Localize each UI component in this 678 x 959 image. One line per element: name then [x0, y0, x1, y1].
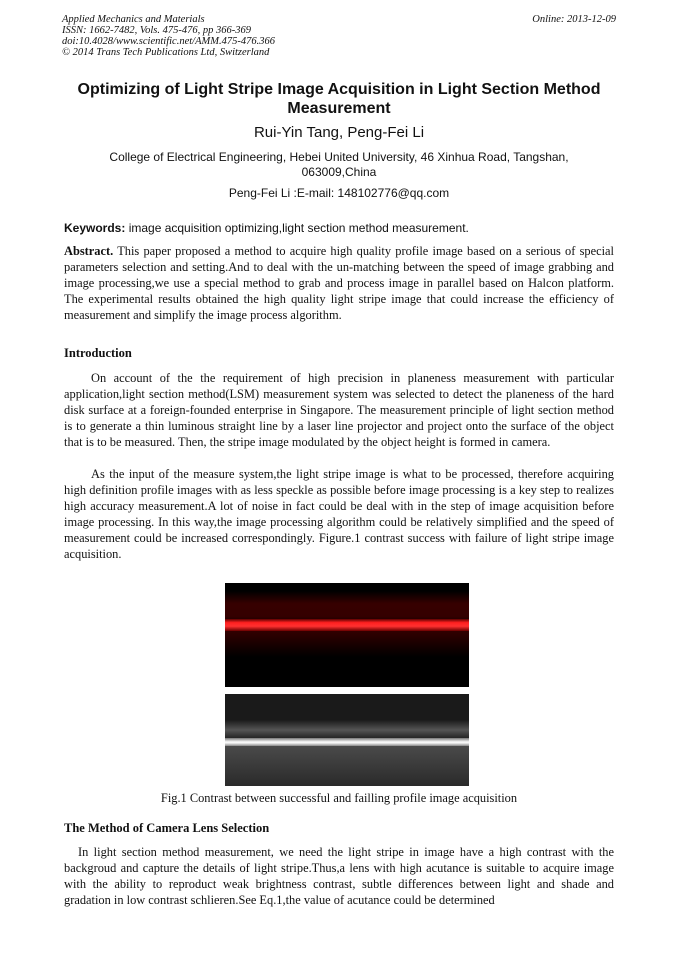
abstract — [64, 244, 614, 324]
keywords — [64, 221, 616, 235]
keywords-text: image acquisition optimizing,light section method measurement. — [125, 221, 469, 235]
authors: Rui-Yin Tang, Peng-Fei Li — [253, 124, 425, 141]
figure-success-red-stripe — [225, 583, 469, 687]
abstract-text: This paper proposed a method to acquire high quality profile image based on a serious of special parameters selection and setting.And to deal with the un-matching between the speed of image grabbing and image processing,we use a special method to grab and process image in parallel based on Halcon platform. The experimental results obtained the high quality light stripe image that could increase the efficiency of measurement and simplify the image process algorithm. — [64, 244, 614, 322]
paper-title: Optimizing of Light Stripe Image Acquisition in Light Section Method Measurement — [77, 81, 601, 117]
introduction-paragraph-1: On account of the the requirement of high precision in planeness measurement with particular application,light section method(LSM) measurement system was selected to detect the planeness of the hard disk surface at a foreign-founded enterprise in Singapore. The measurement principle of light section method is to generate a thin luminous straight line by a laser line projector and project onto the surface of the object that is to be measured. Then, the stripe image modulated by the object height is formed in camera. — [64, 371, 614, 449]
affiliation: College of Electrical Engineering, Hebei United University, 46 Xinhua Road, Tangshan, 063009,China — [109, 150, 569, 179]
copyright-line: © 2014 Trans Tech Publications Ltd, Switzerland — [62, 47, 270, 58]
online-date: Online: 2013-12-09 — [532, 14, 616, 25]
figure-failure-gray-stripe — [225, 694, 469, 786]
introduction-heading: Introduction — [64, 346, 132, 360]
email-line: Peng-Fei Li :E-mail: 148102776@qq.com — [228, 186, 450, 200]
keywords-label: Keywords: — [64, 221, 126, 235]
abstract-label: Abstract. — [64, 244, 114, 258]
journal-header — [62, 14, 616, 58]
doi-line: doi:10.4028/www.scientific.net/AMM.475-476.366 — [62, 36, 275, 47]
journal-name: Applied Mechanics and Materials — [62, 14, 205, 25]
method-heading: The Method of Camera Lens Selection — [64, 821, 270, 835]
introduction-paragraph-2: As the input of the measure system,the light stripe image is what to be processed, therefore acquiring high definition profile images with as less speckle as possible before image processing is a key step to realizes high accuracy measurement.A lot of noise in fact could be deal with in the step of image acquisition before image processing. In this way,the image processing algorithm could be relatively simplified and the speed of measurement could be increased correspondingly. Figure.1 contrast success with failure of light stripe image acquisition. — [64, 467, 614, 561]
figure-caption: Fig.1 Contrast between successful and failling profile image acquisition — [160, 791, 518, 805]
issn-line: ISSN: 1662-7482, Vols. 475-476, pp 366-369 — [62, 25, 251, 36]
method-paragraph: In light section method measurement, we need the light stripe in image have a high contrast with the backgroud and capture the details of light stripe.Thus,a lens with high acutance is suitable to acquire image with the ability to reproduct weak brightness contrast, subtle differences between light and shade and gradation in low contrast schlieren.See Eq.1,the value of acutance could be determined — [64, 845, 614, 907]
